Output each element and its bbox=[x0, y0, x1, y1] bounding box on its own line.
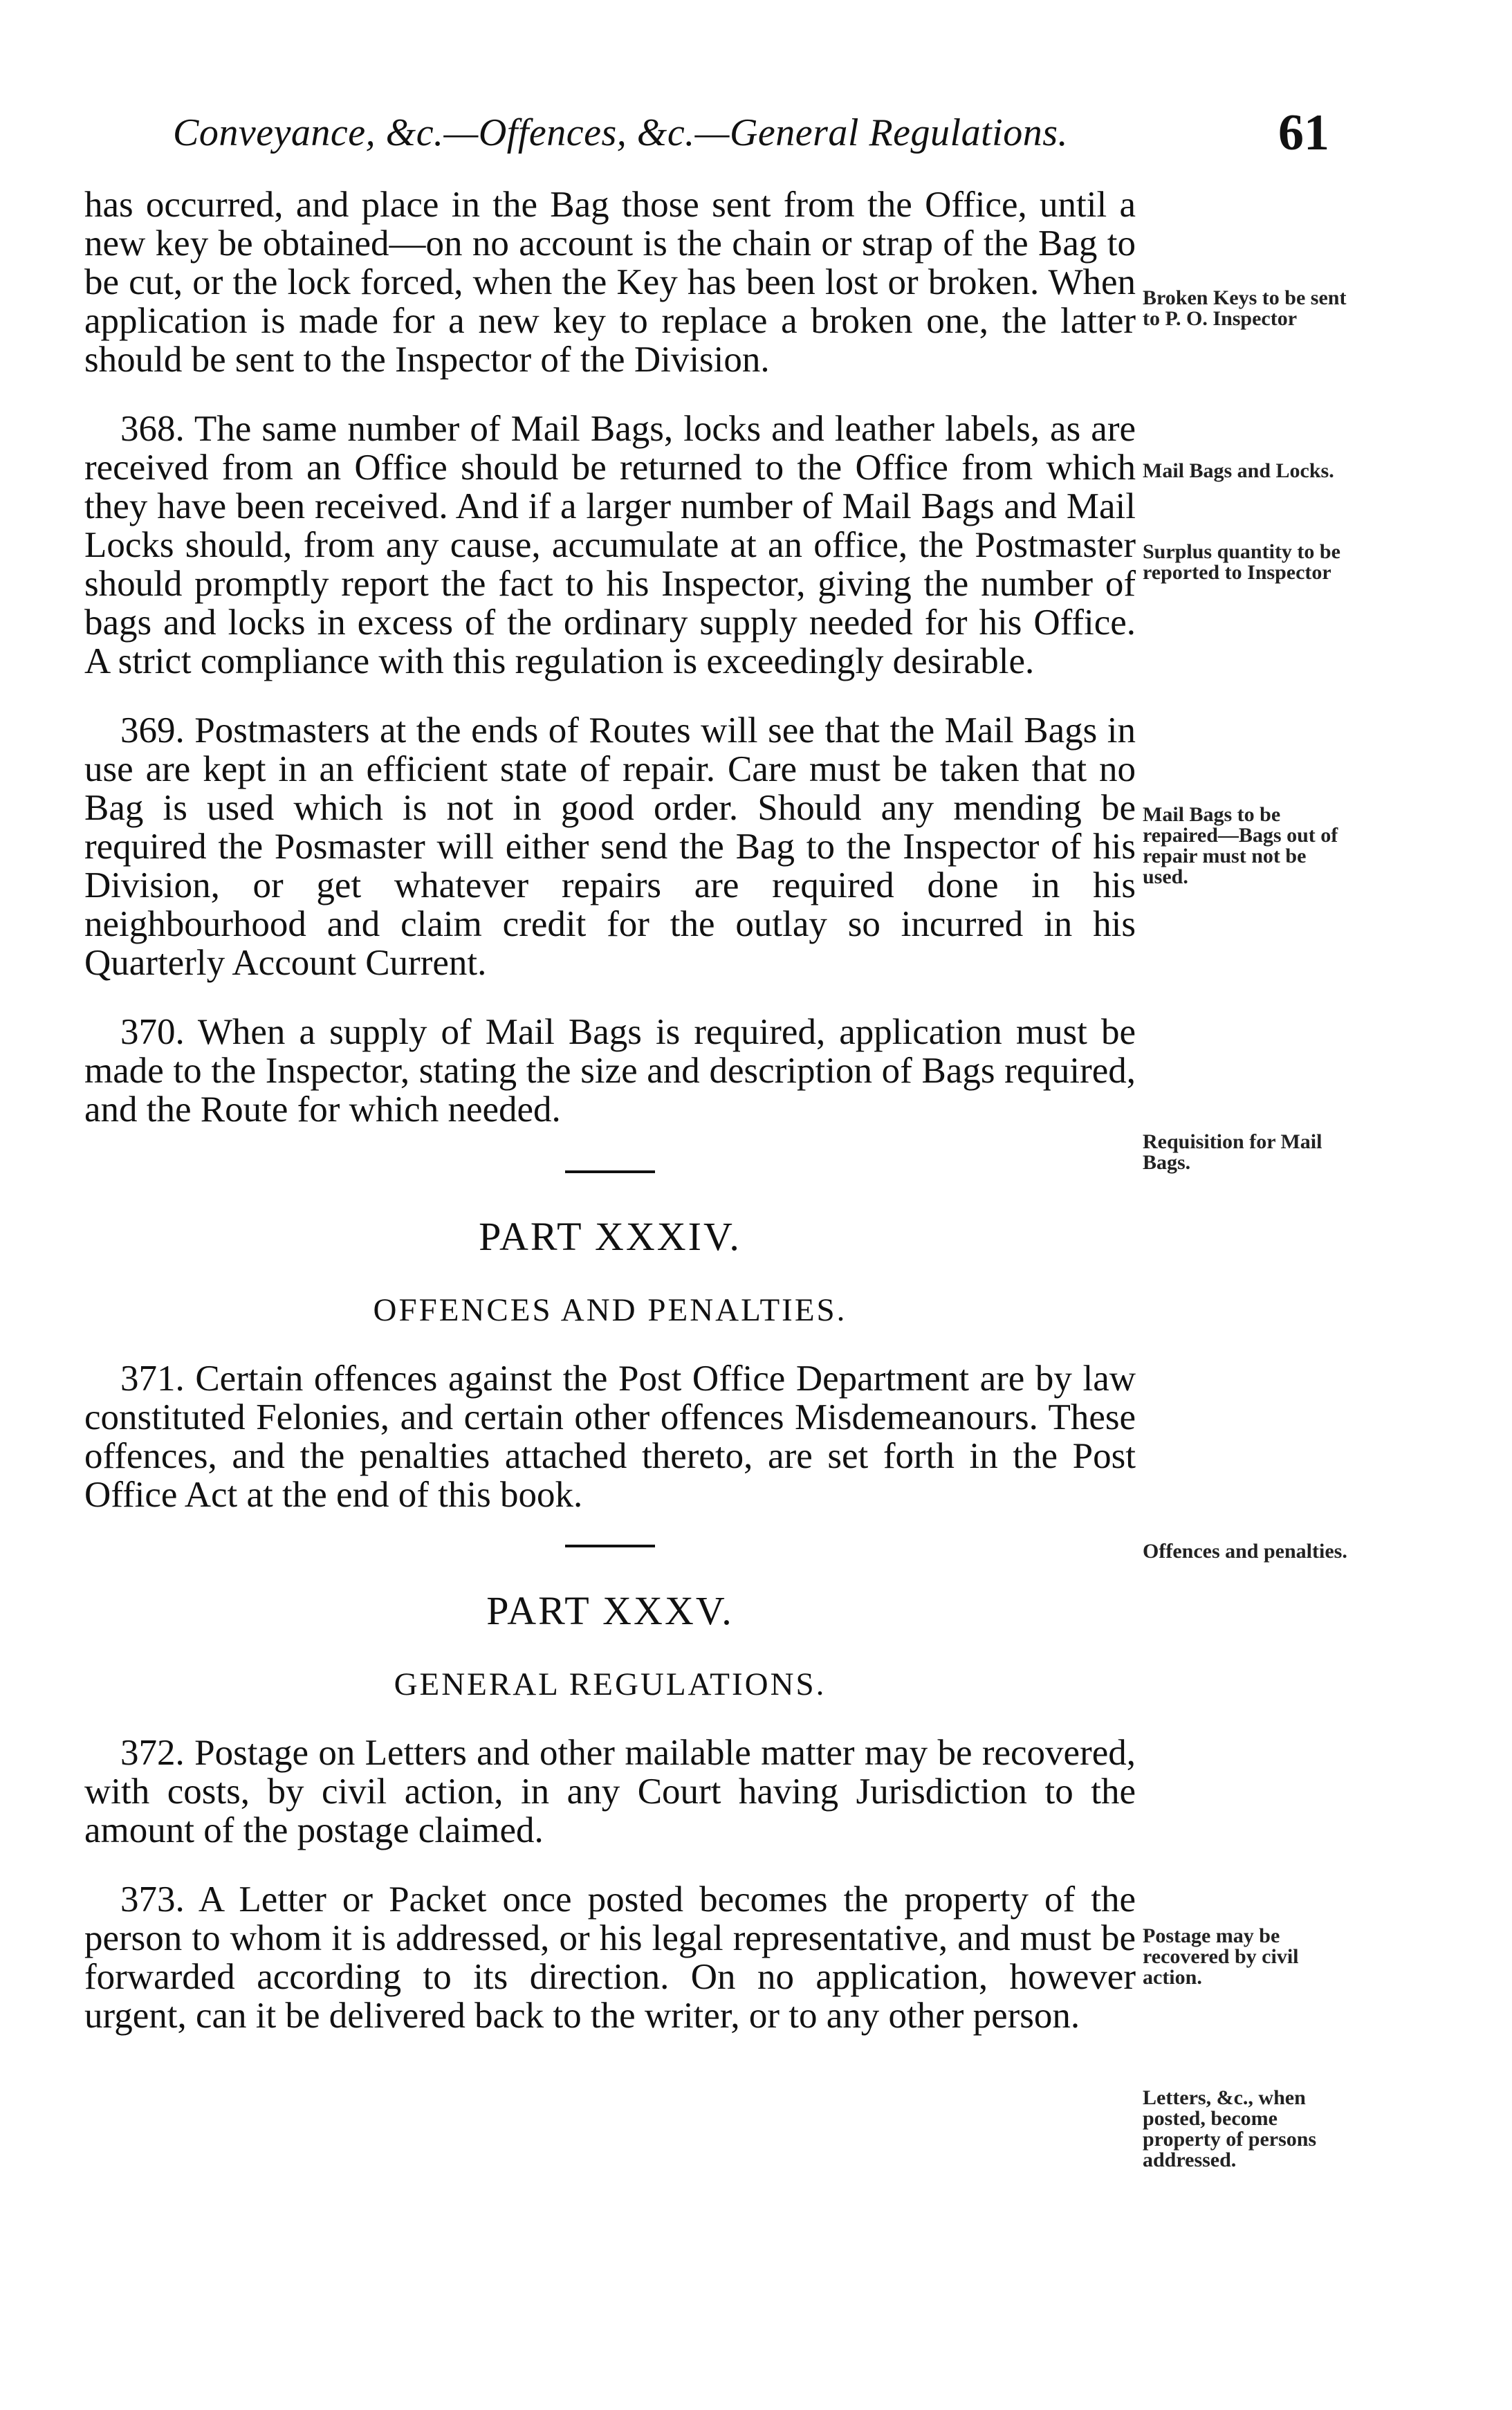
margin-note-postage: Postage may be recovered by civil action. bbox=[1143, 1924, 1299, 1989]
paragraph-370: 370. When a supply of Mail Bags is required, application must be made to the Inspector, stating the size and description of Bags required, and the Route for which needed. bbox=[84, 1012, 1136, 1130]
paragraph-372: 372. Postage on Letters and other mailable matter may be recovered, with costs, by civil action, in any Court having Jurisdiction to the amount of the postage claimed. bbox=[84, 1733, 1136, 1850]
margin-note-broken-keys: Broken Keys to be sent to P. O. Inspector bbox=[1143, 286, 1347, 330]
paragraph-369: 369. Postmasters at the ends of Routes will see that the Mail Bags in use are kept in an efficient state of repair. Care must be taken that no Bag is used which is not in good order. Should any mending be required the Posmaster will either send the Bag to the Inspector of his Division, or get whatever repairs are required done in his neighbourhood and claim credit for the outlay so incurred in his Quarterly Account Current. bbox=[84, 710, 1136, 983]
section-divider bbox=[565, 1545, 655, 1547]
part-34-title: PART XXXIV. bbox=[479, 1214, 741, 1259]
margin-note-surplus: Surplus quantity to be reported to Inspector bbox=[1143, 540, 1340, 584]
paragraph-continued: has occurred, and place in the Bag those sent from the Office, until a new key be obtained—on no account is the chain or strap of the Bag to be cut, or the lock forced, when the Key has been lost or broken. When application is made for a new key to replace a broken one, the latter should be sent to the Inspector of the Division. bbox=[84, 185, 1136, 380]
margin-note-offences: Offences and penalties. bbox=[1143, 1540, 1347, 1563]
section-divider bbox=[565, 1170, 655, 1173]
main-text-column bbox=[84, 185, 1136, 2066]
margin-note-letters: Letters, &c., when posted, become property of persons addressed. bbox=[1143, 2086, 1317, 2171]
paragraph-368: 368. The same number of Mail Bags, locks and leather labels, as are received from an Office should be returned to the Office from which they have been received. And if a larger number of Mail Bags and Mail Locks should, from any cause, accumulate at an office, the Postmaster should promptly report the fact to his Inspector, giving the number of bags and locks in excess of the ordinary supply needed for his Office. A strict compliance with this regulation is exceedingly desirable. bbox=[84, 409, 1136, 681]
margin-note-requisition: Requisition for Mail Bags. bbox=[1143, 1130, 1322, 1174]
page-header bbox=[0, 104, 1512, 173]
margin-note-mail-bags-locks: Mail Bags and Locks. bbox=[1143, 459, 1334, 482]
paragraph-373: 373. A Letter or Packet once posted becomes the property of the person to whom it is addressed, or his legal representative, and must be forwarded according to its direction. On no application, however urgent, can it be delivered back to the writer, or to any other person. bbox=[84, 1879, 1136, 2036]
part-34-heading: OFFENCES AND PENALTIES. bbox=[373, 1292, 847, 1328]
margin-note-repair: Mail Bags to be repaired—Bags out of repair must not be used. bbox=[1143, 803, 1338, 888]
running-head: Conveyance, &c.—Offences, &c.—General Regulations. bbox=[173, 111, 1068, 154]
page-number: 61 bbox=[1278, 104, 1329, 161]
part-35-title: PART XXXV. bbox=[486, 1588, 734, 1633]
part-35-heading: GENERAL REGULATIONS. bbox=[394, 1666, 827, 1702]
paragraph-371: 371. Certain offences against the Post Office Department are by law constituted Felonies, and certain other offences Misdemeanours. These offences, and the penalties attached thereto, are set forth in the Post Office Act at the end of this book. bbox=[84, 1359, 1136, 1515]
